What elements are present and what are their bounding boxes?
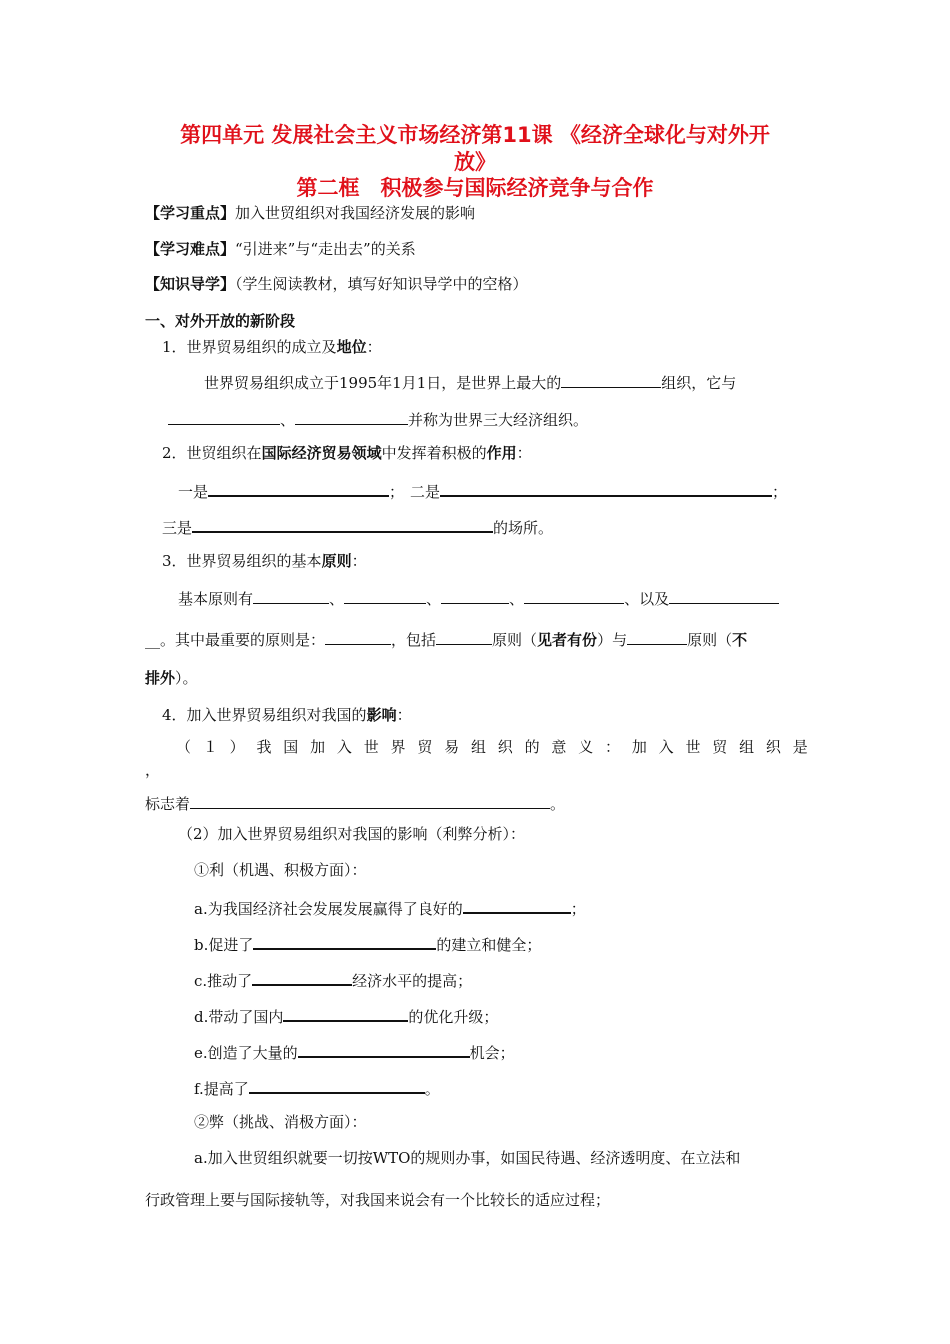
q2-mid: 中发挥着积极的 bbox=[381, 444, 487, 462]
pros-heading: ①利（机遇、积极方面）： bbox=[194, 861, 367, 879]
pros-e-end: 机会； bbox=[469, 1044, 515, 1062]
q3-close: ）。 bbox=[175, 669, 198, 687]
q3-line2-start: __。其中最重要的原则是： bbox=[145, 631, 326, 649]
q3-dun-3: 、 bbox=[509, 590, 525, 608]
q4-1-end: 。 bbox=[550, 795, 566, 813]
q3-bold: 原则 bbox=[321, 552, 352, 570]
q4-1-char: 世 bbox=[363, 738, 379, 756]
study-key bbox=[145, 203, 475, 223]
q4-1-char: 我 bbox=[256, 738, 272, 756]
q4-1-char: 织 bbox=[765, 738, 781, 756]
q2-body-line-1 bbox=[178, 479, 787, 502]
q3-body-line-3 bbox=[145, 668, 198, 688]
blank-org-1[interactable] bbox=[168, 408, 280, 425]
pros-a-text: a.为我国经济社会发展发展赢得了良好的 bbox=[194, 900, 463, 918]
blank-principle-5[interactable] bbox=[669, 587, 779, 604]
q2-bold-2: 作用 bbox=[486, 444, 517, 462]
q2-one: 一是 bbox=[178, 483, 209, 501]
study-difficulty-text: “引进来”与“走出去”的关系 bbox=[235, 240, 416, 258]
pros-d-text: d.带动了国内 bbox=[194, 1008, 284, 1026]
pros-d bbox=[194, 1004, 498, 1027]
q1-body-b: 组织，它与 bbox=[661, 374, 737, 392]
blank-significance[interactable] bbox=[190, 792, 550, 809]
q3-yuanze-2: 原则（ bbox=[687, 631, 733, 649]
q3-bao: ，包括 bbox=[391, 631, 437, 649]
q4-1-char: 国 bbox=[283, 738, 299, 756]
q4-1-char: 组 bbox=[470, 738, 486, 756]
q2-end-2: ； bbox=[772, 483, 788, 501]
q4-1-comma: ， bbox=[145, 761, 161, 779]
q3-yiji: 、以及 bbox=[624, 590, 670, 608]
q4-1-char: 织 bbox=[497, 738, 513, 756]
cons-heading: ②弊（挑战、消极方面）： bbox=[194, 1113, 367, 1131]
section-heading: 一、对外开放的新阶段 bbox=[145, 312, 296, 330]
pros-f bbox=[194, 1076, 440, 1099]
q4-1-char: 组 bbox=[739, 738, 755, 756]
q1-end: ： bbox=[366, 338, 382, 356]
pros-c-text: c.推动了 bbox=[194, 972, 253, 990]
q4-1-char: ： bbox=[605, 738, 621, 756]
q4-1-char: 加 bbox=[310, 738, 326, 756]
q1-bold: 地位 bbox=[336, 338, 367, 356]
q2-three: 三是 bbox=[162, 519, 193, 537]
subtitle: 第二框 积极参与国际经济竞争与合作 bbox=[296, 176, 654, 200]
q4-1-line-2 bbox=[145, 792, 565, 814]
q3-yu: ）与 bbox=[597, 631, 628, 649]
title-line-2: 放》 bbox=[454, 150, 496, 174]
pros-a-end: ； bbox=[570, 900, 586, 918]
study-key-text: 加入世贸组织对我国经济发展的影响 bbox=[235, 204, 476, 222]
pros-b-text: b.促进了 bbox=[194, 936, 254, 954]
q4-1-char: 加 bbox=[631, 738, 647, 756]
q3-text: 世界贸易组织的基本 bbox=[186, 552, 322, 570]
study-key-label: 【学习重点】 bbox=[145, 204, 236, 222]
q1-text: 世界贸易组织的成立及 bbox=[186, 338, 337, 356]
q2-two: 二是 bbox=[410, 483, 441, 501]
q4-1-char: 意 bbox=[551, 738, 567, 756]
blank-role-2[interactable] bbox=[440, 479, 772, 497]
study-guide-text: （学生阅读教材，填写好知识导学中的空格） bbox=[235, 275, 528, 293]
blank-principle-1[interactable] bbox=[253, 587, 329, 604]
q1-body-d: 并称为世界三大经济组织。 bbox=[408, 411, 589, 429]
q2-three-end: 的场所。 bbox=[493, 519, 554, 537]
q2-sep: ； bbox=[389, 483, 405, 501]
pros-b-end: 的建立和健全； bbox=[436, 936, 542, 954]
q3-dun-1: 、 bbox=[329, 590, 345, 608]
q4-1-label: 标志着 bbox=[145, 795, 191, 813]
q4-1-char: 的 bbox=[524, 738, 540, 756]
blank-pros-d[interactable] bbox=[283, 1004, 408, 1022]
study-difficulty bbox=[145, 239, 416, 259]
q3-yuanze-1: 原则（ bbox=[492, 631, 538, 649]
pros-f-end: 。 bbox=[424, 1080, 440, 1098]
pros-d-end: 的优化升级； bbox=[408, 1008, 499, 1026]
q1-body-a: 世界贸易组织成立于1995年1月1日，是世界上最大的 bbox=[204, 374, 562, 392]
q1-body-line-1 bbox=[204, 371, 736, 393]
q4-1-char: 入 bbox=[336, 738, 352, 756]
q3-bold-2b: 排外 bbox=[145, 669, 176, 687]
q4-1-char: （ bbox=[176, 738, 192, 756]
q3-body-line-1 bbox=[178, 587, 779, 609]
blank-most-important[interactable] bbox=[325, 628, 391, 645]
blank-principle-b[interactable] bbox=[627, 628, 687, 645]
q4-1-line bbox=[176, 737, 808, 757]
q4-1-char: 是 bbox=[792, 738, 808, 756]
q4-1-char: 易 bbox=[444, 738, 460, 756]
q3-body-line-2 bbox=[145, 628, 747, 650]
blank-principle-4[interactable] bbox=[524, 587, 624, 604]
q3-number: 3． bbox=[162, 552, 187, 570]
q2-bold-1: 国际经济贸易领域 bbox=[261, 444, 382, 462]
blank-pros-f[interactable] bbox=[249, 1076, 425, 1094]
q4-bold: 影响 bbox=[366, 706, 397, 724]
blank-principle-a[interactable] bbox=[436, 628, 492, 645]
pros-e bbox=[194, 1040, 515, 1063]
study-guide bbox=[145, 274, 528, 294]
question-4 bbox=[162, 705, 412, 725]
pros-c bbox=[194, 968, 472, 991]
q1-body-c: 、 bbox=[280, 411, 296, 429]
q4-1-char: 贸 bbox=[417, 738, 433, 756]
q2-end: ： bbox=[516, 444, 532, 462]
q4-1-char: ） bbox=[229, 738, 245, 756]
q4-1-char: 入 bbox=[658, 738, 674, 756]
q4-text: 加入世界贸易组织对我国的 bbox=[186, 706, 367, 724]
q3-bold-1: 见者有份 bbox=[537, 631, 598, 649]
question-2 bbox=[162, 443, 532, 463]
q4-number: 4． bbox=[162, 706, 187, 724]
blank-org-2[interactable] bbox=[295, 408, 408, 425]
q3-dun-2: 、 bbox=[426, 590, 442, 608]
q4-1-char: 世 bbox=[685, 738, 701, 756]
pros-b bbox=[194, 932, 541, 955]
q2-body-line-2 bbox=[162, 515, 553, 538]
blank-pros-a[interactable] bbox=[463, 896, 571, 914]
q2-number: 2． bbox=[162, 444, 187, 462]
blank-largest-org[interactable] bbox=[561, 371, 661, 388]
q1-body-line-2 bbox=[168, 408, 588, 430]
blank-principle-2[interactable] bbox=[344, 587, 426, 604]
pros-a bbox=[194, 896, 586, 919]
blank-pros-c[interactable] bbox=[252, 968, 352, 986]
q4-end: ： bbox=[396, 706, 412, 724]
question-3 bbox=[162, 551, 367, 571]
blank-role-1[interactable] bbox=[208, 479, 389, 497]
blank-pros-e[interactable] bbox=[298, 1040, 470, 1058]
study-difficulty-label: 【学习难点】 bbox=[145, 240, 236, 258]
study-guide-label: 【知识导学】 bbox=[145, 275, 236, 293]
q4-1-char: １ bbox=[202, 738, 218, 756]
q1-number: 1． bbox=[162, 338, 187, 356]
blank-pros-b[interactable] bbox=[253, 932, 436, 950]
blank-role-3[interactable] bbox=[192, 515, 493, 533]
blank-principle-3[interactable] bbox=[441, 587, 509, 604]
q3-end: ： bbox=[351, 552, 367, 570]
question-1 bbox=[162, 337, 382, 357]
q4-1-char: 贸 bbox=[712, 738, 728, 756]
cons-a-line-2: 行政管理上要与国际接轨等，对我国来说会有一个比较长的适应过程； bbox=[145, 1191, 611, 1209]
q4-2-line: （2）加入世界贸易组织对我国的影响（利弊分析）： bbox=[178, 825, 526, 843]
q4-1-char: 界 bbox=[390, 738, 406, 756]
q3-bold-2a: 不 bbox=[732, 631, 748, 649]
q3-body-a: 基本原则有 bbox=[178, 590, 254, 608]
pros-f-text: f.提高了 bbox=[194, 1080, 249, 1098]
pros-e-text: e.创造了大量的 bbox=[194, 1044, 298, 1062]
pros-c-end: 经济水平的提高； bbox=[352, 972, 473, 990]
q2-text: 世贸组织在 bbox=[186, 444, 262, 462]
title-line-1: 第四单元 发展社会主义市场经济第11课 《经济全球化与对外开 bbox=[180, 123, 770, 147]
q4-1-char: 义 bbox=[578, 738, 594, 756]
cons-a-line-1: a.加入世贸组织就要一切按WTO的规则办事，如国民待遇、经济透明度、在立法和 bbox=[194, 1149, 741, 1167]
